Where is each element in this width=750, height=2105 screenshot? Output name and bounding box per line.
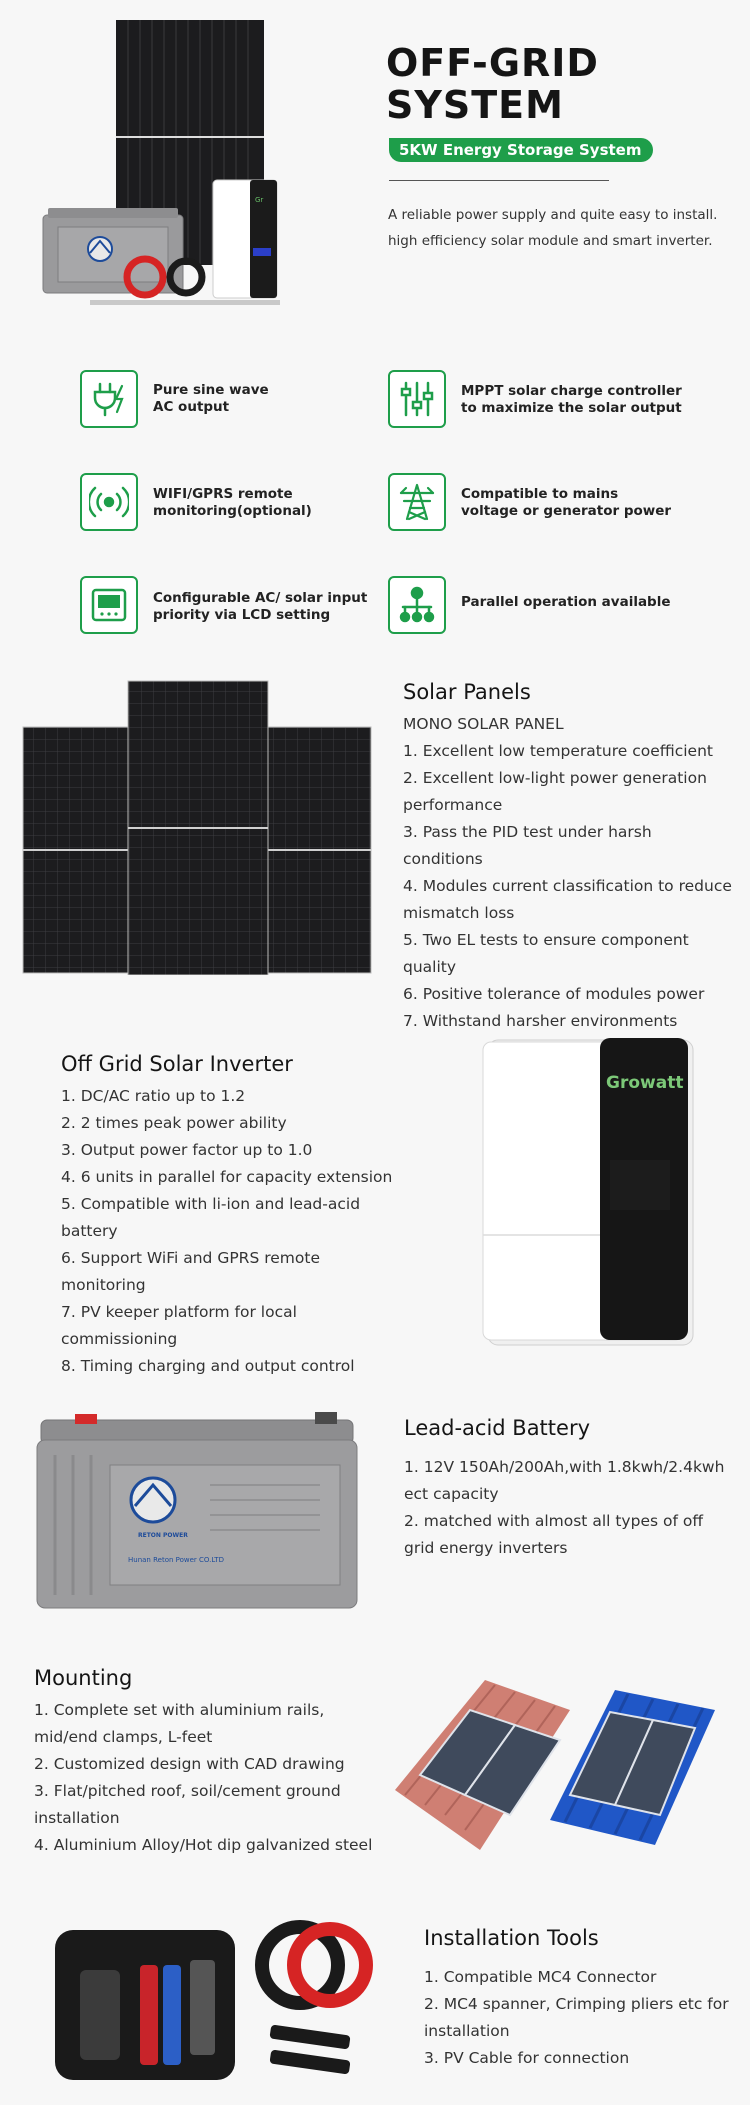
list-item: 1. Complete set with aluminium rails, mid/end clamps, L-feet (34, 1701, 325, 1746)
mounting-title: Mounting (34, 1666, 133, 1690)
tools-title: Installation Tools (424, 1926, 599, 1950)
page-title: OFF-GRID SYSTEM (386, 41, 599, 127)
list-item: 3. Output power factor up to 1.0 (61, 1141, 313, 1159)
list-item: MONO SOLAR PANEL (403, 715, 564, 733)
list-item: 7. PV keeper platform for local commissioning (61, 1303, 297, 1348)
lcd-screen-icon (80, 576, 138, 634)
list-item: 4. Modules current classification to reduce mismatch loss (403, 877, 732, 922)
list-item: 1. DC/AC ratio up to 1.2 (61, 1087, 246, 1105)
feature-text: WIFI/GPRS remote monitoring(optional) (153, 486, 312, 519)
list-item: 8. Timing charging and output control (61, 1357, 355, 1375)
tools-list (424, 1964, 734, 2072)
battery-image (35, 1410, 360, 1610)
power-tower-icon (388, 473, 446, 531)
product-badge: 5KW Energy Storage System (389, 138, 653, 162)
battery-maker-label: Hunan Reton Power CO.LTD (128, 1556, 224, 1564)
mounting-list (34, 1697, 384, 1859)
list-item: 5. Compatible with li-ion and lead-acid battery (61, 1195, 361, 1240)
list-item: 3. Flat/pitched roof, soil/cement ground installation (34, 1782, 341, 1827)
parallel-network-icon (388, 576, 446, 634)
plug-lightning-icon (80, 370, 138, 428)
solar-panels-title: Solar Panels (403, 680, 531, 704)
tools-image (45, 1910, 380, 2100)
feature-text: Pure sine wave AC output (153, 382, 269, 415)
solar-panels-list (403, 711, 733, 1035)
svg-text:Gr: Gr (255, 196, 264, 204)
list-item: 2. Excellent low-light power generation performance (403, 769, 707, 814)
wireless-signal-icon (80, 473, 138, 531)
feature-text: Configurable AC/ solar input priority via LCD setting (153, 590, 368, 623)
inverter-list (61, 1083, 401, 1380)
list-item: 6. Positive tolerance of modules power (403, 985, 705, 1003)
feature-text: Compatible to mains voltage or generator power (461, 486, 672, 519)
feature-text: MPPT solar charge controller to maximize the solar output (461, 383, 682, 416)
feature-text: Parallel operation available (461, 594, 671, 610)
list-item: 2. MC4 spanner, Crimping pliers etc for installation (424, 1995, 729, 2040)
hero-product-image (40, 15, 305, 315)
list-item: 1. 12V 150Ah/200Ah,with 1.8kwh/2.4kwh ect capacity (404, 1458, 725, 1503)
battery-brand-label: RETON POWER (138, 1532, 188, 1539)
list-item: 2. matched with almost all types of off grid energy inverters (404, 1512, 704, 1557)
list-item: 2. 2 times peak power ability (61, 1114, 287, 1132)
solar-panels-image (22, 680, 372, 975)
list-item: 2. Customized design with CAD drawing (34, 1755, 345, 1773)
list-item: 1. Compatible MC4 Connector (424, 1968, 657, 1986)
battery-title: Lead-acid Battery (404, 1416, 591, 1440)
list-item: 4. 6 units in parallel for capacity extension (61, 1168, 393, 1186)
list-item: 7. Withstand harsher environments (403, 1012, 678, 1030)
hero-description-line: A reliable power supply and quite easy to install. (388, 207, 718, 223)
mounting-image (385, 1670, 720, 1855)
list-item: 6. Support WiFi and GPRS remote monitoring (61, 1249, 320, 1294)
sliders-icon (388, 370, 446, 428)
divider (389, 180, 609, 181)
list-item: 4. Aluminium Alloy/Hot dip galvanized steel (34, 1836, 373, 1854)
inverter-title: Off Grid Solar Inverter (61, 1052, 293, 1076)
battery-list (404, 1454, 734, 1562)
list-item: 1. Excellent low temperature coefficient (403, 742, 713, 760)
list-item: 3. Pass the PID test under harsh conditions (403, 823, 652, 868)
hero-description (388, 202, 718, 254)
list-item: 3. PV Cable for connection (424, 2049, 630, 2067)
list-item: 5. Two EL tests to ensure component quality (403, 931, 689, 976)
inverter-brand-label: Growatt (606, 1073, 684, 1093)
hero-description-line: high efficiency solar module and smart inverter. (388, 233, 713, 249)
